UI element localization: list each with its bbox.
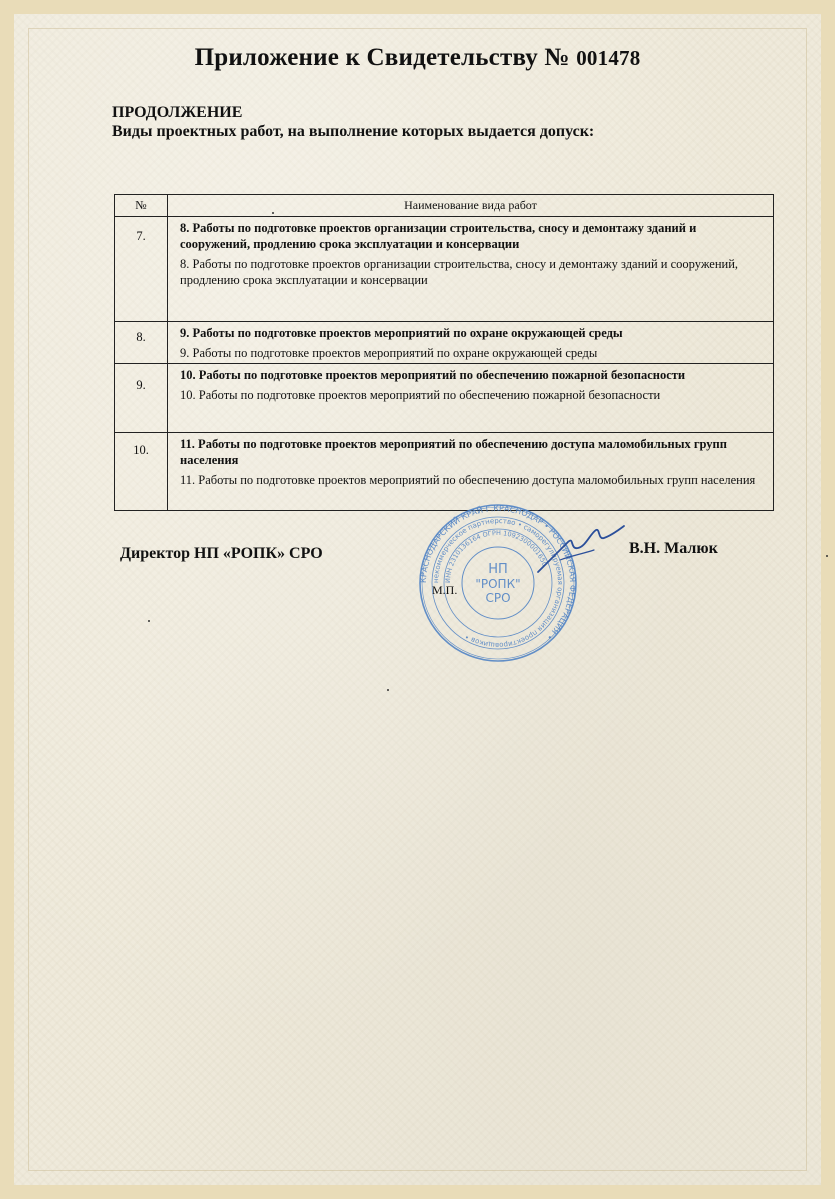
section-header [112, 103, 594, 141]
row-description [168, 364, 774, 433]
row-number: 8. [115, 322, 168, 364]
works-subtitle: Виды проектных работ, на выполнение которых выдается допуск: [112, 123, 595, 140]
paper-speck [148, 620, 150, 622]
row-number: 10. [115, 433, 168, 511]
row-number: 7. [115, 217, 168, 322]
stamp-center-line2: "РОПК" [475, 577, 521, 591]
row-title: 10. Работы по подготовке проектов мероприятий по обеспечению пожарной безопасности [180, 368, 686, 382]
stamp-middle-text: некоммерческое партнерство • саморегулируемая организация проектировщиков • [431, 516, 565, 650]
row-description [168, 217, 774, 322]
table-row [115, 364, 774, 433]
row-detail: 10. Работы по подготовке проектов мероприятий по обеспечению пожарной безопасности [180, 388, 661, 402]
row-title: 11. Работы по подготовке проектов мероприятий по обеспечению доступа маломобильных групп населения [180, 437, 727, 467]
row-number: 9. [115, 364, 168, 433]
stamp-inner-text: ИНН 2310136164 ОГРН 1092300001650 [443, 528, 549, 584]
row-detail: 9. Работы по подготовке проектов мероприятий по охране окружающей среды [180, 346, 598, 360]
row-detail: 11. Работы по подготовке проектов мероприятий по обеспечению доступа маломобильных групп населения [180, 473, 756, 487]
certificate-number: 001478 [576, 46, 641, 70]
header-number: № [115, 195, 168, 217]
works-table [114, 194, 774, 511]
stamp-center-line3: СРО [485, 591, 511, 605]
table-row [115, 322, 774, 364]
stamp-center-line1: НП [488, 562, 508, 577]
continuation-label: ПРОДОЛЖЕНИЕ [112, 104, 243, 121]
table-row [115, 217, 774, 322]
document-title [0, 44, 835, 72]
header-name: Наименование вида работ [168, 195, 774, 217]
row-title: 8. Работы по подготовке проектов организации строительства, сносу и демонтажу зданий и сооружений, продлению срока эксплуатации и консервации [180, 221, 697, 251]
row-description [168, 322, 774, 364]
seal-place-label: М.П. [432, 583, 458, 597]
paper-speck [272, 212, 274, 214]
paper-speck [826, 555, 828, 557]
row-detail: 8. Работы по подготовке проектов организации строительства, сносу и демонтажу зданий и сооружений, продлению срока эксплуатации и консервации [180, 257, 739, 287]
paper-speck [387, 689, 389, 691]
signer-name: В.Н. Малюк [629, 540, 718, 557]
row-description [168, 433, 774, 511]
title-text: Приложение к Свидетельству № [194, 44, 570, 71]
row-title: 9. Работы по подготовке проектов мероприятий по охране окружающей среды [180, 326, 623, 340]
table-row [115, 433, 774, 511]
director-position: Директор НП «РОПК» СРО [120, 545, 323, 562]
handwritten-signature [530, 520, 630, 580]
table-header-row [115, 195, 774, 217]
stamp-outer-text: КРАСНОДАРСКИЙ КРАЙ Г.КРАСНОДАР • РОССИЙСКАЯ ФЕДЕРАЦИЯ • [418, 503, 578, 642]
